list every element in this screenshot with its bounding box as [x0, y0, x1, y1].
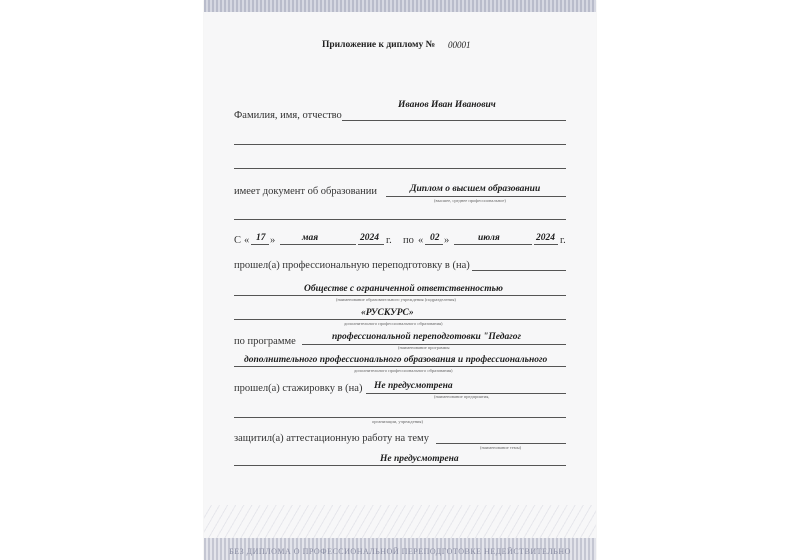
date-to-day: 02: [430, 233, 440, 243]
date-line: [251, 244, 269, 245]
program-label: по программе: [234, 336, 296, 347]
security-strip-bottom: [204, 538, 596, 560]
internship-hint: (наименование предприятия,: [434, 394, 490, 399]
page-title: Приложение к диплому №: [322, 40, 436, 50]
date-line: [280, 244, 356, 245]
diploma-number: 00001: [448, 40, 471, 50]
quote-open: «: [418, 235, 424, 246]
blank-line: [234, 144, 566, 145]
fio-label: Фамилия, имя, отчество: [234, 110, 342, 121]
thesis-hint: (наименование темы): [480, 445, 522, 450]
education-value: Диплом о высшем образовании: [410, 184, 541, 194]
quote-close: »: [444, 235, 450, 246]
program-line-2: дополнительного профессионального образования и профессионального: [244, 355, 548, 365]
quote-close: »: [270, 235, 276, 246]
thesis-line: [234, 465, 566, 466]
security-strip-top: [204, 0, 596, 12]
education-line: [386, 196, 566, 197]
thesis-label: защитил(а) аттестационную работу на тему: [234, 433, 429, 444]
retraining-line: [472, 270, 566, 271]
quote-open: «: [244, 235, 250, 246]
blank-line: [234, 168, 566, 169]
date-line: [454, 244, 532, 245]
blank-line: [234, 417, 566, 418]
date-line: [425, 244, 443, 245]
guilloche-pattern: [204, 505, 596, 540]
internship-hint-2: организации, учреждения): [372, 419, 423, 424]
organization-hint-2: дополнительного профессионального образования): [344, 321, 443, 326]
blank-line: [234, 219, 566, 220]
organization-line: [234, 295, 566, 296]
diploma-supplement-sheet: [204, 0, 596, 560]
year-suffix: г.: [560, 235, 566, 246]
date-from-prefix: С: [234, 235, 242, 246]
date-from-day: 17: [256, 233, 266, 243]
date-to-month: июля: [478, 233, 500, 243]
program-line: [234, 366, 566, 367]
organization-hint: (наименование образовательного учреждения (подразделения): [336, 297, 456, 302]
date-line: [358, 244, 384, 245]
internship-value: Не предусмотрена: [374, 381, 453, 391]
organization-line: [234, 319, 566, 320]
organization-name: Обществе с ограниченной ответственностью: [304, 284, 503, 294]
date-from-month: мая: [302, 233, 319, 243]
retraining-label: прошел(а) профессиональную переподготовку в (на): [234, 260, 470, 271]
date-line: [534, 244, 558, 245]
year-suffix: г.: [386, 235, 392, 246]
program-hint-2: дополнительного профессионального образования): [354, 368, 453, 373]
thesis-line: [436, 443, 566, 444]
internship-label: прошел(а) стажировку в (на): [234, 383, 363, 394]
thesis-value: Не предусмотрена: [380, 454, 459, 464]
date-to-prefix: по: [403, 235, 414, 246]
fio-value: Иванов Иван Иванович: [398, 100, 496, 110]
organization-name-2: «РУСКУРС»: [361, 308, 414, 318]
date-from-year: 2024: [360, 233, 379, 243]
date-to-year: 2024: [536, 233, 555, 243]
education-hint: (высшее, среднее профессиональное): [434, 198, 506, 203]
bottom-strip-text: БЕЗ ДИПЛОМА О ПРОФЕССИОНАЛЬНОЙ ПЕРЕПОДГОТОВКЕ НЕДЕЙСТВИТЕЛЬНО: [229, 547, 571, 556]
fio-line: [342, 120, 566, 121]
program-line-1: профессиональной переподготовки "Педагог: [332, 332, 522, 342]
education-label: имеет документ об образовании: [234, 186, 377, 197]
program-hint: (наименование программы: [398, 345, 450, 350]
